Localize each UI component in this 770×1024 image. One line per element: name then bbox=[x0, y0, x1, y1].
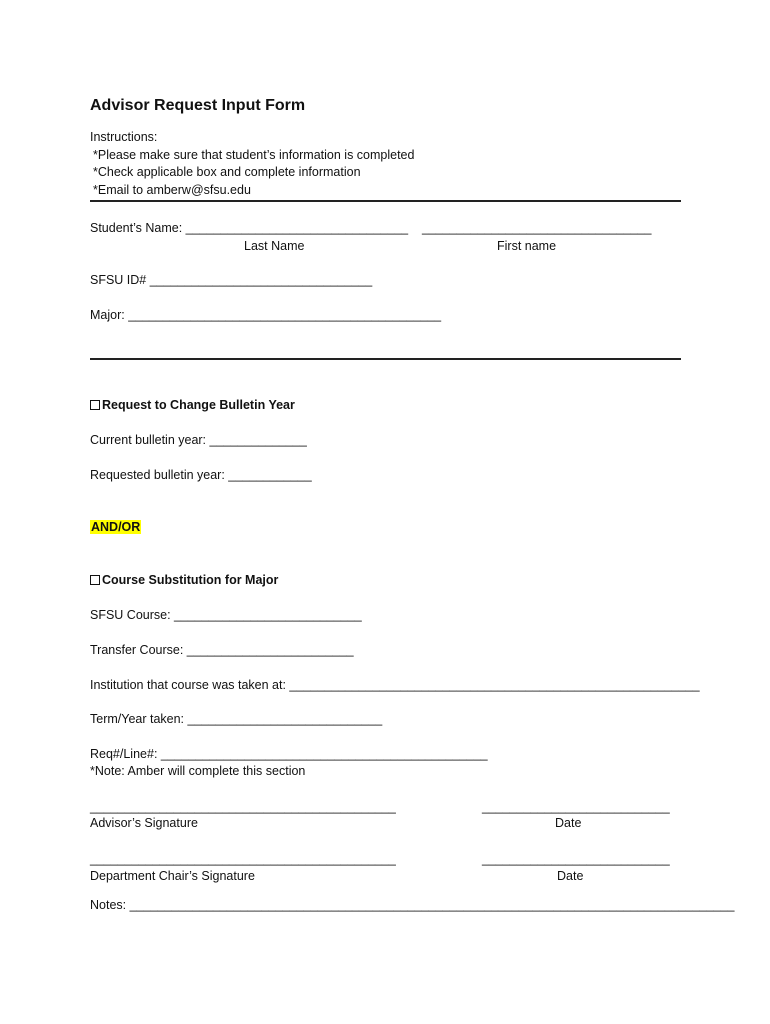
and-or-highlight: AND/OR bbox=[91, 520, 141, 534]
bulletin-heading-text: Request to Change Bulletin Year bbox=[102, 398, 295, 412]
bulletin-checkbox[interactable] bbox=[90, 400, 100, 410]
term-year-field[interactable]: Term/Year taken: ____________________________ bbox=[90, 712, 383, 726]
current-bulletin-year-field[interactable]: Current bulletin year: ______________ bbox=[90, 433, 307, 447]
course-checkbox[interactable] bbox=[90, 575, 100, 585]
instruction-line-3: *Email to amberw@sfsu.edu bbox=[93, 183, 251, 197]
course-heading-text: Course Substitution for Major bbox=[102, 573, 279, 587]
major-field[interactable]: Major: _____________________________________________ bbox=[90, 308, 442, 322]
last-name-label: Last Name bbox=[244, 239, 305, 253]
note-text: *Note: Amber will complete this section bbox=[90, 764, 306, 778]
page-title: Advisor Request Input Form bbox=[90, 97, 306, 114]
advisor-signature-label: Advisor’s Signature bbox=[90, 816, 198, 830]
notes-field[interactable]: Notes: _______________________________________________________________________________________ bbox=[90, 898, 735, 912]
divider-top bbox=[90, 200, 681, 202]
chair-date-label: Date bbox=[557, 869, 584, 883]
divider-middle bbox=[90, 358, 681, 360]
and-or-label bbox=[90, 519, 141, 536]
course-section-heading bbox=[90, 572, 278, 589]
bulletin-section-heading bbox=[90, 397, 295, 414]
first-name-label: First name bbox=[497, 239, 557, 253]
instructions-heading: Instructions: bbox=[90, 130, 158, 144]
req-line-field[interactable]: Req#/Line#: _______________________________________________ bbox=[90, 747, 488, 761]
sfsu-course-field[interactable]: SFSU Course: ___________________________ bbox=[90, 608, 362, 622]
advisor-date-label: Date bbox=[555, 816, 582, 830]
chair-signature-line[interactable]: ____________________________________________ bbox=[90, 852, 396, 866]
instruction-line-1: *Please make sure that student’s information is completed bbox=[93, 148, 415, 162]
instruction-line-2: *Check applicable box and complete information bbox=[93, 165, 361, 179]
advisor-date-line[interactable]: ___________________________ bbox=[482, 800, 670, 814]
chair-date-line[interactable]: ___________________________ bbox=[482, 852, 670, 866]
chair-signature-label: Department Chair’s Signature bbox=[90, 869, 255, 883]
transfer-course-field[interactable]: Transfer Course: ________________________ bbox=[90, 643, 354, 657]
requested-bulletin-year-field[interactable]: Requested bulletin year: ____________ bbox=[90, 468, 312, 482]
advisor-signature-line[interactable]: ____________________________________________ bbox=[90, 800, 396, 814]
sfsu-id-field[interactable]: SFSU ID# ________________________________ bbox=[90, 273, 373, 287]
institution-field[interactable]: Institution that course was taken at: ___________________________________________________________ bbox=[90, 678, 700, 692]
student-name-field[interactable]: Student’s Name: ________________________________ _________________________________ bbox=[90, 221, 652, 235]
